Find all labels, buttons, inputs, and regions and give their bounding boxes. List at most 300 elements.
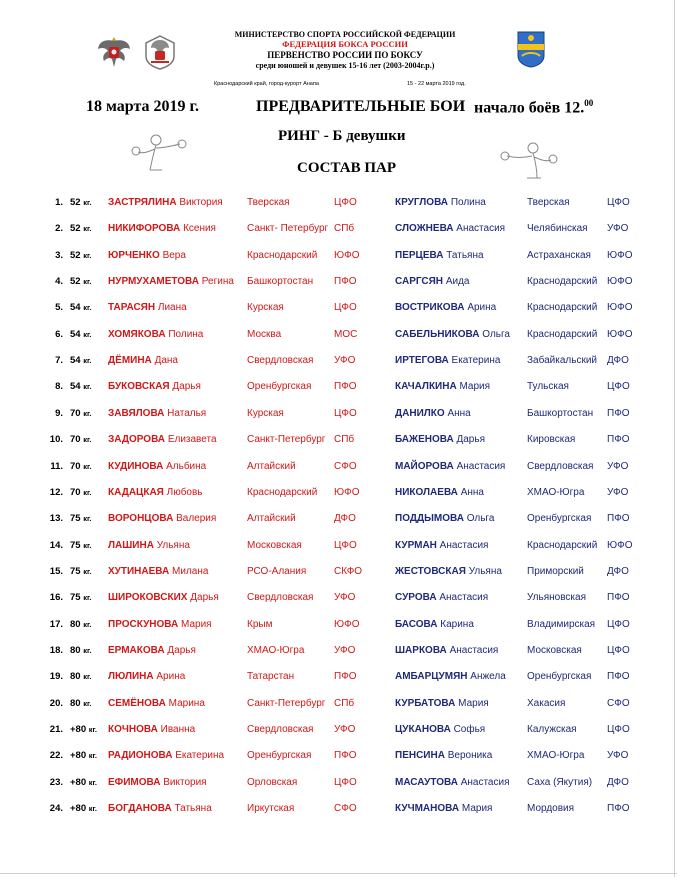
first-name: Вера [162, 249, 186, 261]
bout-number: 12. [49, 486, 63, 498]
blue-corner-district: ЦФО [607, 618, 630, 630]
red-corner-name [108, 777, 207, 789]
weight-class [70, 540, 91, 552]
red-corner-name [108, 434, 217, 446]
blue-corner-name [395, 619, 474, 631]
blue-corner-region: ХМАО-Югра [527, 486, 585, 498]
weight-value: 75 [70, 539, 81, 551]
blue-corner-district: ДФО [607, 776, 629, 788]
blue-corner-district: ЮФО [607, 302, 633, 314]
blue-corner-name [395, 250, 484, 262]
pairs-title: СОСТАВ ПАР [297, 160, 397, 176]
bout-number: 11. [50, 460, 63, 472]
first-name: Анастасия [456, 460, 506, 472]
first-name: Ксения [183, 223, 216, 235]
red-corner-region: Тверская [247, 197, 290, 208]
blue-corner-district: ЦФО [607, 724, 630, 735]
first-name: Дарья [456, 434, 485, 446]
bout-row [0, 351, 677, 371]
last-name: ДЁМИНА [108, 355, 152, 367]
last-name: БОГДАНОВА [108, 803, 172, 815]
red-corner-district: СФО [334, 803, 357, 815]
red-corner-district: ЦФО [334, 407, 357, 419]
bout-row [0, 720, 677, 740]
boxing-federation-logo [143, 34, 177, 70]
bout-number: 8. [55, 381, 63, 393]
blue-corner-district: ЮФО [607, 328, 633, 340]
first-name: Анастасия [439, 592, 489, 604]
blue-corner-name [395, 355, 500, 367]
last-name: КРУГЛОВА [395, 197, 449, 208]
first-name: Полина [168, 328, 204, 340]
first-name: Милана [172, 565, 209, 577]
last-name: ЗАСТРЯЛИНА [108, 197, 177, 208]
first-name: Анжела [470, 671, 506, 683]
first-name: Мария [459, 381, 491, 393]
blue-corner-region: Астраханская [527, 249, 591, 261]
last-name: КУРМАН [395, 539, 437, 551]
red-corner-district: ЦФО [334, 197, 357, 208]
red-corner-district: ПФО [334, 276, 357, 288]
bout-row [0, 272, 677, 292]
last-name: ДАНИЛКО [395, 407, 445, 419]
first-name: Наталья [167, 407, 207, 419]
blue-corner-district: ПФО [607, 407, 630, 419]
blue-corner-name [395, 698, 489, 710]
weight-value: 75 [70, 565, 81, 577]
red-corner-name [108, 671, 185, 683]
first-name: Ульяна [468, 565, 502, 577]
weight-class [70, 461, 91, 473]
weight-value: 75 [70, 592, 81, 604]
weight-unit: кг. [83, 408, 92, 418]
first-name: Елизавета [167, 434, 217, 446]
blue-corner-region: Саха (Якутия) [527, 776, 593, 788]
blue-corner-district: ЦФО [607, 644, 630, 656]
last-name: КУЧМАНОВА [395, 803, 460, 815]
red-corner-region: РСО-Алания [247, 565, 307, 577]
bout-row [0, 193, 677, 213]
boxer-right-icon [497, 138, 559, 180]
weight-unit: кг. [83, 698, 92, 708]
blue-corner-region: Краснодарский [527, 302, 598, 314]
blue-corner-name [395, 724, 485, 736]
red-corner-name [108, 302, 187, 314]
last-name: ХОМЯКОВА [108, 328, 166, 340]
blue-corner-region: Тверская [527, 197, 570, 208]
red-corner-district: ПФО [334, 381, 357, 393]
first-name: Альбина [166, 460, 207, 472]
red-corner-name [108, 276, 234, 288]
weight-class [70, 223, 91, 235]
red-corner-region: Санкт- Петербург [247, 223, 329, 235]
first-name: Полина [450, 197, 486, 208]
last-name: АМБАРЦУМЯН [395, 671, 468, 683]
red-corner-district: СФО [334, 460, 357, 472]
blue-corner-region: Краснодарский [527, 276, 598, 288]
weight-unit: кг. [83, 435, 92, 445]
first-name: Арина [156, 671, 186, 683]
bout-number: 23. [49, 776, 63, 788]
bout-row [0, 246, 677, 266]
red-corner-region: Алтайский [247, 513, 296, 525]
first-name: Дарья [167, 644, 196, 656]
weight-unit: кг. [88, 777, 97, 787]
weight-unit: кг. [83, 303, 92, 313]
last-name: ЕРМАКОВА [108, 644, 165, 656]
weight-class [70, 671, 91, 683]
bout-row [0, 377, 677, 397]
first-name: Аида [445, 276, 470, 288]
first-name: Лиана [157, 302, 187, 314]
weight-value: 70 [70, 486, 81, 498]
blue-corner-region: Хакасия [527, 697, 566, 709]
blue-corner-region: ХМАО-Югра [527, 750, 585, 762]
bout-number: 2. [55, 223, 63, 235]
bout-number: 16. [49, 592, 63, 604]
red-corner-region: Курская [247, 407, 284, 419]
last-name: СЛОЖНЕВА [395, 223, 454, 235]
blue-corner-region: Мордовия [527, 803, 575, 815]
bout-number: 5. [55, 302, 63, 314]
red-corner-district: ЮФО [334, 486, 360, 498]
blue-corner-name [395, 302, 496, 314]
weight-value: 54 [70, 302, 81, 314]
red-corner-region: Оренбургская [247, 750, 312, 762]
last-name: ШИРОКОВСКИХ [108, 592, 188, 604]
red-corner-district: УФО [334, 644, 356, 656]
red-corner-region: Татарстан [247, 671, 295, 683]
red-corner-region: Краснодарский [247, 249, 318, 261]
weight-class [70, 408, 91, 420]
first-name: Анастасия [460, 776, 510, 788]
weight-unit: кг. [83, 566, 92, 576]
bout-number: 13. [49, 513, 63, 525]
weight-value: 80 [70, 644, 81, 656]
red-corner-name [108, 566, 208, 578]
bout-number: 24. [49, 803, 63, 815]
start-time [474, 99, 593, 116]
blue-corner-name [395, 434, 485, 446]
last-name: МАЙОРОВА [395, 460, 454, 472]
last-name: БАЖЕНОВА [395, 434, 454, 446]
last-name: НИКОЛАЕВА [395, 486, 458, 498]
weight-class [70, 645, 91, 657]
last-name: ВОСТРИКОВА [395, 302, 465, 314]
weight-value: 54 [70, 355, 81, 367]
weight-class [70, 197, 91, 209]
bout-number: 3. [55, 249, 63, 261]
weight-class [70, 434, 91, 446]
first-name: Софья [453, 724, 486, 735]
weight-value: 52 [70, 223, 81, 235]
weight-class [70, 329, 91, 341]
first-name: Анастасия [456, 223, 506, 235]
red-corner-district: ЮФО [334, 249, 360, 261]
blue-corner-district: ЦФО [607, 381, 630, 393]
bout-row [0, 457, 677, 477]
bout-number: 19. [49, 671, 63, 683]
weight-value: 80 [70, 697, 81, 709]
weight-class [70, 803, 97, 815]
first-name: Регина [201, 276, 234, 288]
first-name: Валерия [176, 513, 217, 525]
first-name: Анастасия [449, 644, 499, 656]
bout-row [0, 746, 677, 766]
bout-row [0, 773, 677, 793]
red-corner-name [108, 408, 206, 420]
blue-corner-name [395, 592, 488, 604]
weight-value: +80 [70, 776, 87, 788]
last-name: ТАРАСЯН [108, 302, 156, 314]
blue-corner-name [395, 408, 471, 420]
red-corner-region: Свердловская [247, 724, 314, 735]
blue-corner-name [395, 381, 490, 393]
category-title: среди юношей и девушек 15-16 лет (2003-2004г.р.) [255, 61, 435, 70]
blue-corner-region: Владимирская [527, 618, 596, 630]
weight-class [70, 750, 97, 762]
blue-corner-region: Ульяновская [527, 592, 586, 604]
blue-corner-name [395, 777, 510, 789]
blue-corner-district: ЦФО [607, 197, 630, 208]
blue-corner-name [395, 540, 488, 552]
first-name: Виктория [179, 197, 223, 208]
blue-corner-district: ПФО [607, 671, 630, 683]
red-corner-district: ПФО [334, 671, 357, 683]
weight-unit: кг. [83, 356, 92, 366]
red-corner-region: Крым [247, 618, 273, 630]
bout-row [0, 799, 677, 819]
last-name: ЛЮЛИНА [108, 671, 154, 683]
last-name: БУКОВСКАЯ [108, 381, 170, 393]
blue-corner-district: УФО [607, 460, 629, 472]
blue-corner-region: Московская [527, 644, 582, 656]
weight-unit: кг. [83, 645, 92, 655]
red-corner-district: СПб [334, 223, 355, 235]
championship-title: ПЕРВЕНСТВО РОССИИ ПО БОКСУ [267, 50, 423, 60]
bout-number: 10. [49, 434, 63, 446]
bout-row [0, 219, 677, 239]
bout-row [0, 430, 677, 450]
first-name: Ольга [482, 328, 510, 340]
weight-class [70, 592, 91, 604]
blue-corner-district: ПФО [607, 434, 630, 446]
blue-corner-name [395, 566, 502, 578]
blue-corner-region: Челябинская [527, 223, 588, 235]
blue-corner-region: Забайкальский [527, 355, 597, 367]
red-corner-name [108, 461, 206, 473]
weight-unit: кг. [83, 277, 92, 287]
red-corner-name [108, 223, 216, 235]
red-corner-region: Санкт-Петербург [247, 434, 326, 446]
blue-corner-district: ДФО [607, 565, 629, 577]
blue-corner-region: Краснодарский [527, 328, 598, 340]
bout-number: 9. [55, 407, 63, 419]
weight-unit: кг. [83, 224, 92, 234]
weight-value: 80 [70, 671, 81, 683]
last-name: ПРОСКУНОВА [108, 618, 179, 630]
blue-corner-region: Башкортостан [527, 407, 594, 419]
last-name: ЦУКАНОВА [395, 724, 451, 735]
weight-value: 75 [70, 513, 81, 525]
weight-unit: кг. [83, 250, 92, 260]
blue-corner-district: УФО [607, 223, 629, 235]
first-name: Ольга [466, 513, 495, 525]
blue-corner-district: СФО [607, 697, 630, 709]
last-name: ХУТИНАЕВА [108, 565, 170, 577]
weight-class [70, 513, 91, 525]
last-name: ЛАШИНА [108, 539, 154, 551]
bout-number: 18. [49, 644, 63, 656]
bout-number: 17. [49, 618, 63, 630]
last-name: КАДАЦКАЯ [108, 486, 164, 498]
event-location: Краснодарский край, город-курорт Анапа [214, 81, 319, 87]
bout-row [0, 562, 677, 582]
weight-value: +80 [70, 750, 87, 762]
red-corner-region: Курская [247, 302, 284, 314]
weight-value: 80 [70, 618, 81, 630]
bout-row [0, 325, 677, 345]
last-name: ЕФИМОВА [108, 776, 161, 788]
red-corner-region: Орловская [247, 776, 298, 788]
blue-corner-district: ДФО [607, 355, 629, 367]
last-name: ПОДДЫМОВА [395, 513, 464, 525]
red-corner-name [108, 513, 216, 525]
weight-unit: кг. [83, 540, 92, 550]
red-corner-name [108, 197, 223, 209]
bout-row [0, 404, 677, 424]
blue-corner-name [395, 461, 505, 473]
bout-number: 22. [49, 750, 63, 762]
last-name: ЮРЧЕНКО [108, 249, 160, 261]
first-name: Екатерина [175, 750, 225, 762]
page-bottom-border [0, 873, 677, 874]
bout-row [0, 588, 677, 608]
weight-class [70, 381, 91, 393]
bout-row [0, 298, 677, 318]
red-corner-district: ЮФО [334, 618, 360, 630]
blue-corner-region: Оренбургская [527, 513, 592, 525]
weight-class [70, 487, 91, 499]
red-corner-district: СКФО [334, 565, 363, 577]
weight-value: +80 [70, 803, 87, 815]
bout-row [0, 667, 677, 687]
red-corner-region: Московская [247, 539, 302, 551]
start-time-text: начало боёв 12. [474, 99, 585, 117]
last-name: ЗАВЯЛОВА [108, 407, 165, 419]
weight-class [70, 724, 97, 736]
red-corner-district: УФО [334, 724, 356, 735]
blue-corner-district: УФО [607, 486, 629, 498]
red-corner-region: Москва [247, 328, 282, 340]
first-name: Иванна [160, 724, 196, 735]
russian-emblem-icon [96, 33, 132, 71]
blue-corner-region: Свердловская [527, 460, 594, 472]
weight-unit: кг. [83, 198, 92, 207]
blue-corner-district: ПФО [607, 803, 630, 815]
red-corner-region: ХМАО-Югра [247, 644, 305, 656]
weight-unit: кг. [83, 672, 92, 682]
blue-corner-district: ЮФО [607, 249, 633, 261]
bout-number: 1. [55, 197, 63, 208]
first-name: Любовь [166, 486, 203, 498]
bout-number: 7. [55, 355, 63, 367]
blue-corner-name [395, 197, 486, 209]
first-name: Мария [181, 618, 212, 630]
red-corner-region: Иркутская [247, 803, 295, 815]
bout-number: 15. [49, 565, 63, 577]
blue-corner-name [395, 487, 484, 499]
weight-unit: кг. [83, 514, 92, 524]
red-corner-region: Санкт-Петербург [247, 697, 326, 709]
red-corner-district: ДФО [334, 513, 356, 525]
weight-value: 52 [70, 249, 81, 261]
start-time-minutes: 00 [584, 98, 594, 108]
red-corner-name [108, 250, 186, 262]
first-name: Ульяна [156, 539, 190, 551]
last-name: КУДИНОВА [108, 460, 164, 472]
session-date: 18 марта 2019 г. [86, 98, 199, 115]
blue-corner-name [395, 803, 492, 815]
last-name: САБЕЛЬНИКОВА [395, 328, 480, 340]
last-name: ПЕРЦЕВА [395, 249, 444, 261]
weight-class [70, 698, 91, 710]
red-corner-district: ЦФО [334, 776, 357, 788]
weight-unit: кг. [83, 487, 92, 497]
ministry-title: МИНИСТЕРСТВО СПОРТА РОССИЙСКОЙ ФЕДЕРАЦИИ [234, 30, 456, 39]
weight-value: 52 [70, 276, 81, 288]
first-name: Дарья [190, 592, 219, 604]
blue-corner-district: ЮФО [607, 539, 633, 551]
weight-value: 70 [70, 460, 81, 472]
red-corner-name [108, 487, 203, 499]
blue-corner-name [395, 276, 469, 288]
blue-corner-name [395, 645, 498, 657]
blue-corner-name [395, 513, 494, 525]
weight-class [70, 566, 91, 578]
first-name: Карина [440, 618, 474, 630]
weight-unit: кг. [83, 619, 92, 629]
first-name: Дарья [172, 381, 201, 393]
bout-row [0, 509, 677, 529]
weight-unit: кг. [83, 382, 92, 392]
bout-row [0, 483, 677, 503]
last-name: ПЕНСИНА [395, 750, 445, 762]
first-name: Марина [168, 697, 205, 709]
blue-corner-region: Калужская [527, 724, 577, 735]
weight-class [70, 355, 91, 367]
red-corner-name [108, 750, 224, 762]
last-name: ВОРОНЦОВА [108, 513, 174, 525]
weight-unit: кг. [88, 725, 97, 734]
blue-corner-district: ПФО [607, 513, 630, 525]
anapa-coat-of-arms-icon [516, 30, 546, 68]
first-name: Екатерина [451, 355, 501, 367]
first-name: Анастасия [439, 539, 489, 551]
red-corner-name [108, 592, 219, 604]
red-corner-name [108, 381, 201, 393]
weight-value: 70 [70, 407, 81, 419]
first-name: Татьяна [446, 249, 484, 261]
first-name: Мария [458, 697, 489, 709]
bout-row [0, 536, 677, 556]
bout-row [0, 641, 677, 661]
ring-title: РИНГ - Б девушки [278, 128, 406, 144]
weight-unit: кг. [83, 593, 92, 603]
blue-corner-region: Тульская [527, 381, 569, 393]
blue-corner-name [395, 671, 506, 683]
first-name: Виктория [163, 776, 207, 788]
